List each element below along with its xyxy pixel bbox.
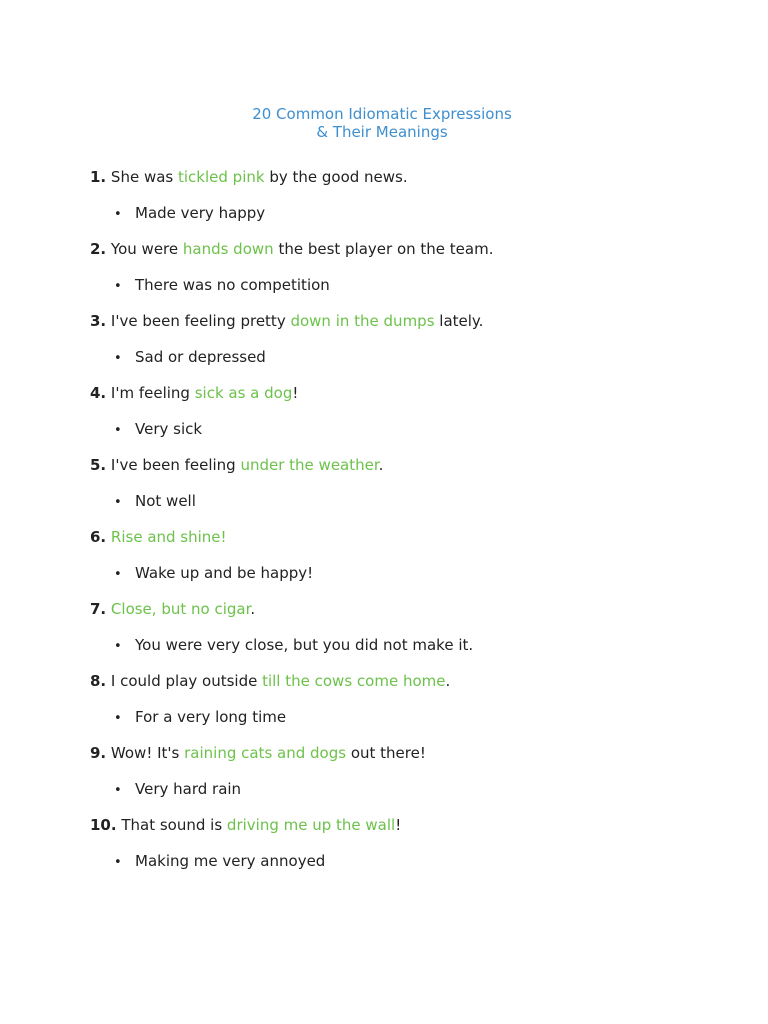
list-item: [90, 382, 730, 454]
meaning-text: Very hard rain: [135, 780, 242, 798]
document-title: [0, 105, 764, 141]
bullet-icon: •: [114, 855, 122, 870]
meaning-bullet: [114, 706, 286, 728]
idiom-phrase: sick as a dog: [194, 384, 293, 402]
bullet-icon: •: [114, 351, 122, 366]
list-item: [90, 814, 730, 886]
meaning-bullet: [114, 778, 241, 800]
title-line-1: 20 Common Idiomatic Expressions: [252, 105, 512, 123]
sentence-end: .: [445, 672, 451, 690]
meaning-bullet: [114, 346, 266, 368]
meaning-bullet: [114, 274, 330, 296]
example-sentence: [90, 814, 401, 836]
idiom-phrase: till the cows come home: [262, 672, 446, 690]
meaning-bullet: [114, 418, 202, 440]
list-item: [90, 454, 730, 526]
item-number: 6.: [90, 528, 107, 546]
sentence-end: out there!: [346, 744, 426, 762]
item-number: 4.: [90, 384, 107, 402]
sentence-start: You were: [110, 240, 183, 258]
sentence-start: Wow! It's: [110, 744, 185, 762]
example-sentence: [90, 742, 426, 764]
sentence-end: lately.: [434, 312, 484, 330]
sentence-end: !: [292, 384, 299, 402]
bullet-icon: •: [114, 279, 122, 294]
meaning-text: Not well: [135, 492, 196, 510]
meaning-text: Making me very annoyed: [135, 852, 326, 870]
example-sentence: [90, 238, 493, 260]
meaning-text: Very sick: [135, 420, 203, 438]
idiom-phrase: down in the dumps: [290, 312, 435, 330]
meaning-text: There was no competition: [135, 276, 330, 294]
sentence-start: I've been feeling pretty: [110, 312, 291, 330]
example-sentence: [90, 598, 255, 620]
idiom-phrase: hands down: [182, 240, 274, 258]
item-number: 9.: [90, 744, 107, 762]
meaning-text: Made very happy: [135, 204, 266, 222]
item-number: 2.: [90, 240, 107, 258]
meaning-bullet: [114, 562, 313, 584]
bullet-icon: •: [114, 423, 122, 438]
idiom-phrase: raining cats and dogs: [184, 744, 347, 762]
item-number: 1.: [90, 168, 107, 186]
item-number: 5.: [90, 456, 107, 474]
meaning-bullet: [114, 202, 265, 224]
bullet-icon: •: [114, 711, 122, 726]
idiom-phrase: under the weather: [240, 456, 379, 474]
example-sentence: [90, 526, 227, 548]
list-item: [90, 526, 730, 598]
idiom-list: [90, 166, 730, 886]
list-item: [90, 598, 730, 670]
idiom-phrase: tickled pink: [178, 168, 265, 186]
example-sentence: [90, 670, 450, 692]
list-item: [90, 238, 730, 310]
meaning-bullet: [114, 634, 473, 656]
bullet-icon: •: [114, 207, 122, 222]
sentence-end: !: [395, 816, 402, 834]
bullet-icon: •: [114, 783, 122, 798]
meaning-text: For a very long time: [135, 708, 287, 726]
sentence-start: She was: [110, 168, 178, 186]
list-item: [90, 166, 730, 238]
meaning-text: You were very close, but you did not make it.: [135, 636, 474, 654]
item-number: 7.: [90, 600, 107, 618]
bullet-icon: •: [114, 495, 122, 510]
meaning-bullet: [114, 490, 196, 512]
bullet-icon: •: [114, 639, 122, 654]
example-sentence: [90, 454, 383, 476]
meaning-bullet: [114, 850, 325, 872]
meaning-text: Wake up and be happy!: [135, 564, 314, 582]
idiom-phrase: Close, but no cigar: [110, 600, 251, 618]
list-item: [90, 742, 730, 814]
sentence-end: the best player on the team.: [273, 240, 494, 258]
example-sentence: [90, 166, 408, 188]
list-item: [90, 310, 730, 382]
sentence-start: I'm feeling: [110, 384, 195, 402]
meaning-text: Sad or depressed: [135, 348, 266, 366]
idiom-phrase: driving me up the wall: [226, 816, 396, 834]
example-sentence: [90, 310, 483, 332]
title-line-2: & Their Meanings: [316, 123, 448, 141]
sentence-start: I could play outside: [110, 672, 263, 690]
example-sentence: [90, 382, 298, 404]
list-item: [90, 670, 730, 742]
sentence-end: by the good news.: [264, 168, 408, 186]
sentence-start: That sound is: [121, 816, 227, 834]
item-number: 8.: [90, 672, 107, 690]
sentence-end: .: [378, 456, 384, 474]
bullet-icon: •: [114, 567, 122, 582]
sentence-end: .: [250, 600, 256, 618]
item-number: 3.: [90, 312, 107, 330]
item-number: 10.: [90, 816, 117, 834]
sentence-start: I've been feeling: [110, 456, 241, 474]
idiom-phrase: Rise and shine!: [110, 528, 227, 546]
